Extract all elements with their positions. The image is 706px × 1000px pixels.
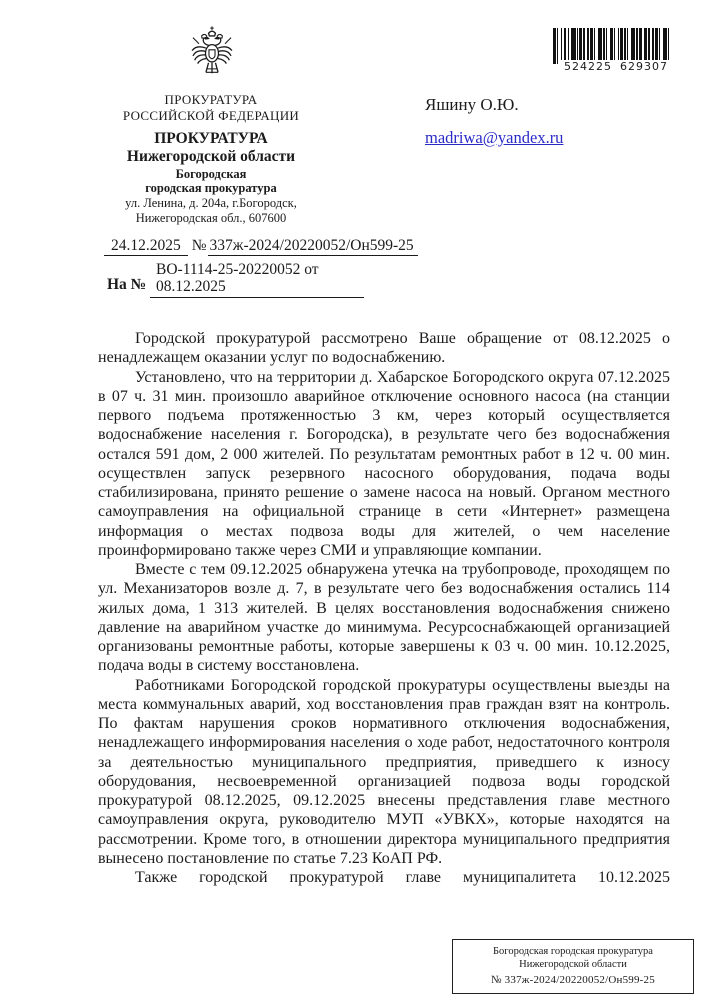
outgoing-date: 24.12.2025	[104, 237, 188, 256]
parent-org-line2: РОССИЙСКОЙ ФЕДЕРАЦИИ	[122, 107, 300, 123]
parent-org-line1: ПРОКУРАТУРА	[164, 92, 258, 107]
recipient-block	[425, 95, 563, 148]
paragraph-2: Установлено, что на территории д. Хабарское Богородского округа 07.12.2025 в 07 ч. 31 мин. произошло аварийное отключение основного насоса (на станции первого подъема протяженностью 3 км, через который осуществляется водоснабжение населения г. Богородска), в результате чего без водоснабжения остался 591 дом, 2 000 жителей. По результатам ремонтных работ в 12 ч. 00 мин. осуществлен запуск резервного насосного оборудования, подача воды стабилизирована, принято решение о замене насоса на новый. Органом местного самоуправления на официальной странице в сети «Интернет» размещена информация о местах подвоза воды для жителей, о чем население проинформировано также через СМИ и управляющие компании.	[98, 368, 670, 559]
barcode-digits	[553, 60, 675, 74]
reply-number-line2: 08.12.2025	[156, 277, 226, 295]
paragraph-4: Работниками Богородской городской прокуратуры осуществлены выезды на места коммунальных аварий, ход восстановления прав граждан взят на контроль. По фактам нарушения сроков нормативного отключения водоснабжения, ненадлежащего информирования населения о ходе работ, недостаточного контроля за деятельностью муниципального предприятия, приведшего к износу оборудования, несвоевременной организацией подвоза воды городской прокуратурой 08.12.2025, 09.12.2025 внесены представления главе местного самоуправления округа, руководителю МУП «УВКХ», которые находятся на рассмотрении. Кроме того, в отношении директора муниципального предприятия вынесено постановление по статье 7.23 КоАП РФ.	[98, 676, 670, 867]
letterhead	[75, 92, 347, 225]
outgoing-number: 337ж-2024/20220052/Он599-25	[208, 237, 418, 256]
paragraph-3: Вместе с тем 09.12.2025 обнаружена утечка на трубопроводе, проходящем по ул. Механизаторов возле д. 7, в результате чего без водоснабжения остались 114 жилых дома, 1 313 жителей. В целях восстановления водоснабжения снижено давление на аварийном участке до минимума. Ресурсоснабжающей организацией организованы ремонтные работы, которые завершены к 03 ч. 00 мин. 10.12.2025, подача воды в систему восстановлена.	[98, 561, 670, 675]
barcode-digits-right: 629307	[617, 60, 671, 74]
paragraph-1: Городской прокуратурой рассмотрено Ваше обращение от 08.12.2025 о ненадлежащем оказании услуг по водоснабжению.	[98, 330, 670, 367]
address-line1: ул. Ленина, д. 204а, г.Богородск,	[125, 196, 297, 210]
stamp-org-line2: Нижегородской области	[519, 959, 627, 970]
coat-of-arms-icon	[186, 24, 238, 86]
number-sign: №	[191, 237, 207, 254]
reply-number-line1: ВО-1114-25-20220052 от	[156, 261, 319, 278]
paragraph-5-truncated: Также городской прокуратурой главе муниципалитета 10.12.2025	[135, 869, 670, 886]
registration-stamp	[452, 939, 694, 994]
sub-org-line2: городская прокуратура	[145, 181, 277, 195]
stamp-number: № 337ж-2024/20220052/Он599-25	[491, 974, 655, 986]
recipient-email-link[interactable]: madriwa@yandex.ru	[425, 128, 564, 147]
letter-body	[98, 329, 670, 887]
barcode-icon	[553, 28, 675, 74]
sub-org-line1: Богородская	[175, 167, 247, 181]
reply-reference-block	[150, 262, 364, 298]
outgoing-reference-line	[104, 237, 418, 255]
barcode-bars	[553, 28, 675, 64]
org-name-line1: ПРОКУРАТУРА	[154, 130, 268, 147]
org-name-line2: Нижегородской области	[126, 147, 296, 165]
recipient-name: Яшину О.Ю.	[425, 95, 519, 114]
reply-to-label: На №	[107, 276, 147, 293]
address-line2: Нижегородская обл., 607600	[135, 210, 287, 225]
barcode-digits-left: 524225	[561, 60, 615, 74]
stamp-org-line1: Богородская городская прокуратура	[493, 946, 653, 957]
